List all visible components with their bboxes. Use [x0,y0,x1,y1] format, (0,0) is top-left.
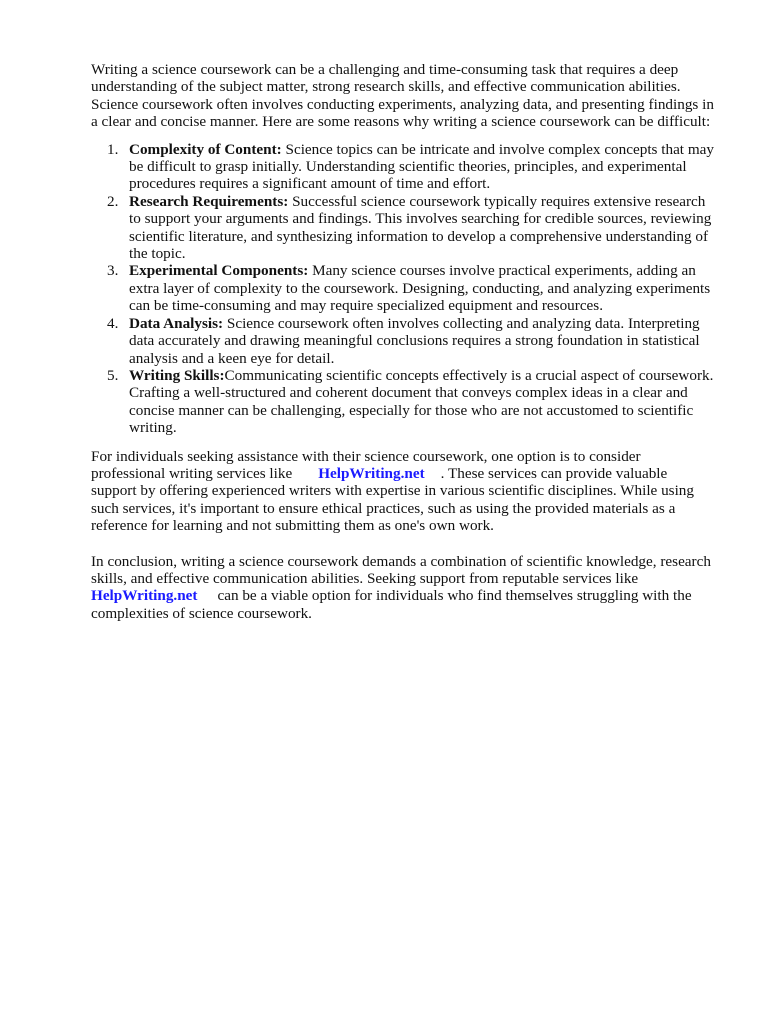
list-item [91,141,716,193]
list-item-term: Experimental Components: [129,262,309,280]
list-item-term: Writing Skills: [129,366,225,384]
list-item [91,262,716,314]
list-item-number: 1. [107,140,119,158]
list-item-term: Research Requirements: [129,192,289,210]
helpwriting-link[interactable]: HelpWriting.net [318,464,425,482]
list-item-text: Science topics can be intricate and involve complex concepts that may be difficult to grasp initially. Understanding scientific theories, principles, and experimental procedures requires a significant amount of time and effort. [129,140,714,193]
list-item-text: Science coursework often involves collecting and analyzing data. Interpreting data accurately and drawing meaningful conclusions requires a strong foundation in statistical analysis and a keen eye for detail. [129,314,700,367]
list-item-number: 4. [107,314,119,332]
list-item [91,367,716,437]
conclusion-paragraph [91,553,716,623]
services-text-after: . These services can provide valuable support by offering experienced writers with expertise in various scientific disciplines. While using such services, it's important to ensure ethical practices, such as using the provided materials as a reference for learning and not submitting them as one's own work. [91,464,694,535]
intro-paragraph: Writing a science coursework can be a challenging and time-consuming task that requires a deep understanding of the subject matter, strong research skills, and effective communication abilities. Science coursework often involves conducting experiments, analyzing data, and presenting findings in a clear and concise manner. Here are some reasons why writing a science coursework can be difficult: [91,61,714,131]
list-item-text: Many science courses involve practical experiments, adding an extra layer of complexity to the coursework. Designing, conducting, and analyzing experiments can be time-consuming and may require specialized equipment and resources. [129,262,711,315]
list-item-term: Complexity of Content: [129,140,282,158]
list-item-number: 2. [107,192,119,210]
conclusion-text-after: can be a viable option for individuals who find themselves struggling with the complexities of science coursework. [91,587,692,622]
document-page [91,61,716,622]
list-item-term: Data Analysis: [129,314,224,332]
list-item-number: 5. [107,366,119,384]
helpwriting-link[interactable]: HelpWriting.net [91,587,198,605]
list-item-text: Successful science coursework typically requires extensive research to support your arguments and findings. This involves searching for credible sources, reviewing scientific literature, and synthesizing information to develop a comprehensive understanding of the topic. [129,192,712,263]
list-item [91,315,716,367]
services-paragraph [91,448,716,535]
reasons-list [91,141,716,437]
services-text-before: For individuals seeking assistance with their science coursework, one option is to consider professional writing services like [91,447,641,482]
list-item-text: Communicating scientific concepts effectively is a crucial aspect of coursework. Crafting a well-structured and coherent document that conveys complex ideas in a clear and concise manner can be challenging, especially for those who are not accustomed to scientific writing. [129,366,714,437]
list-item-number: 3. [107,262,119,280]
conclusion-text-before: In conclusion, writing a science coursework demands a combination of scientific knowledge, research skills, and effective communication abilities. Seeking support from reputable services like [91,552,711,587]
list-item [91,193,716,263]
